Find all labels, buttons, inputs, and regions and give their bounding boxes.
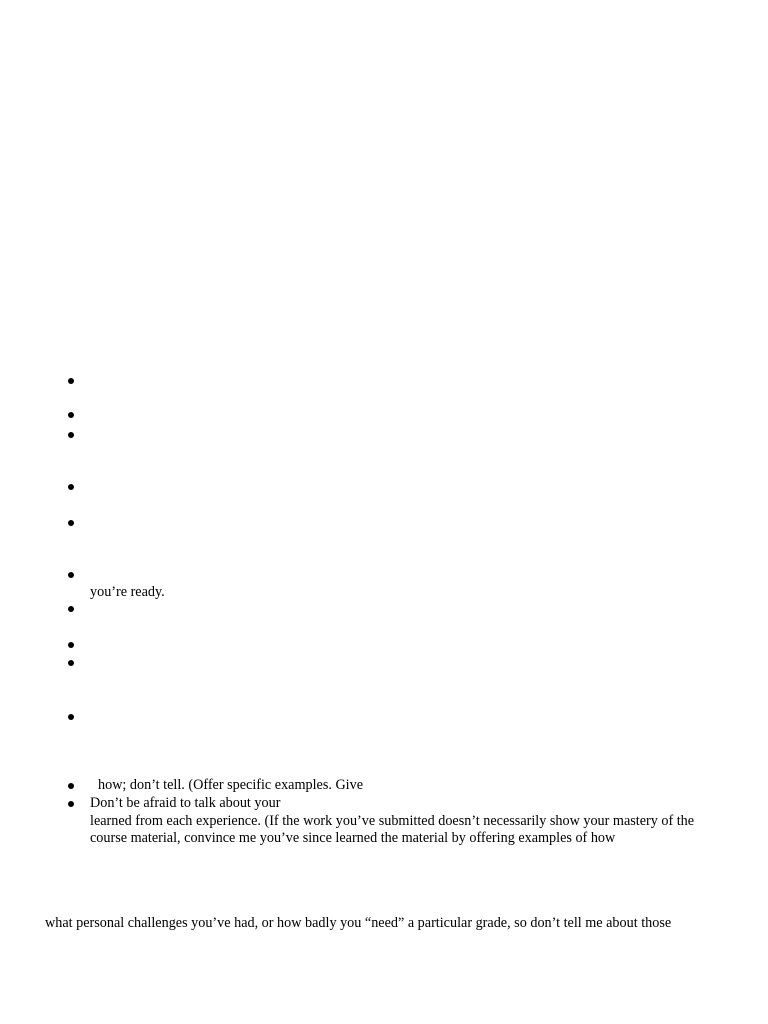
list-bullet [67,782,75,790]
list-bullet [67,800,75,808]
list-bullet [67,377,75,385]
list-bullet [67,519,75,527]
list-bullet [67,483,75,491]
list-item-text: course material, convince me you’ve since learned the material by offering examples of how [90,830,616,846]
list-bullet [67,659,75,667]
list-bullet [67,571,75,579]
list-bullet [67,411,75,419]
list-bullet [67,605,75,613]
list-item-text: Don’t be afraid to talk about your [90,795,281,811]
paragraph-text: what personal challenges you’ve had, or how badly you “need” a particular grade, so don’t tell me about those [45,915,672,931]
list-item-text: you’re ready. [90,584,165,600]
list-bullet [67,431,75,439]
list-bullet [67,713,75,721]
list-bullet [67,641,75,649]
list-item-text: learned from each experience. (If the work you’ve submitted doesn’t necessarily show your mastery of the [90,813,695,829]
list-item-text: how; don’t tell. (Offer specific examples. Give [98,777,364,793]
